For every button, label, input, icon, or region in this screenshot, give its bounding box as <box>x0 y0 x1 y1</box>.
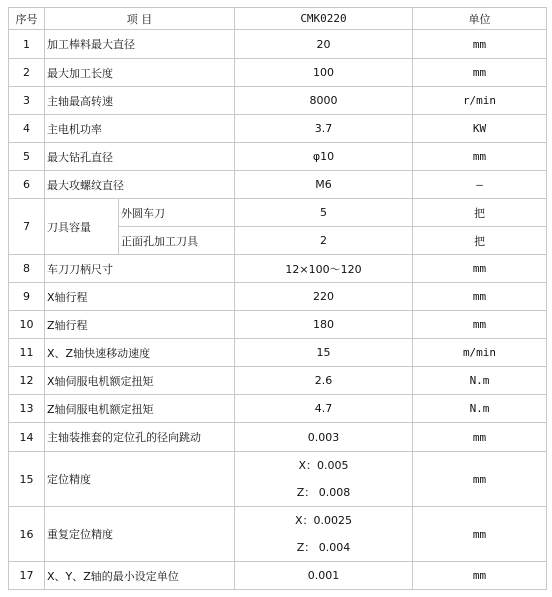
row-value-x: X：0.0025 <box>294 514 353 527</box>
row-unit: mm <box>413 452 547 507</box>
row-value: 3.7 <box>235 115 413 143</box>
row-value: 0.001 <box>235 562 413 590</box>
row-value-z: Z： 0.004 <box>296 541 351 554</box>
row-unit: N.m <box>413 395 547 423</box>
row-item: 最大加工长度 <box>45 59 235 87</box>
table-row <box>9 311 547 339</box>
row-no: 9 <box>9 283 45 311</box>
table-row <box>9 507 547 562</box>
table-row <box>9 143 547 171</box>
table-row <box>9 30 547 59</box>
row-unit: mm <box>413 283 547 311</box>
row-value: 100 <box>235 59 413 87</box>
row-no: 16 <box>9 507 45 562</box>
row-unit: KW <box>413 115 547 143</box>
table-row <box>9 115 547 143</box>
table-row <box>9 87 547 115</box>
row-item: X、Z轴快速移动速度 <box>45 339 235 367</box>
table-row <box>9 171 547 199</box>
header-no: 序号 <box>9 8 45 30</box>
row-no: 14 <box>9 423 45 452</box>
spec-table <box>8 7 547 590</box>
row-value: 12×100～120 <box>235 255 413 283</box>
row-value: 180 <box>235 311 413 339</box>
row-no: 15 <box>9 452 45 507</box>
row-unit: N.m <box>413 367 547 395</box>
row-value: M6 <box>235 171 413 199</box>
row-value: 220 <box>235 283 413 311</box>
row-item: Z轴伺服电机额定扭矩 <box>45 395 235 423</box>
row-unit: mm <box>413 311 547 339</box>
header-model: CMK0220 <box>235 8 413 30</box>
row-no: 3 <box>9 87 45 115</box>
row-item: 最大攻螺纹直径 <box>45 171 235 199</box>
row-no: 5 <box>9 143 45 171</box>
row-unit: mm <box>413 59 547 87</box>
row-value: 5 <box>235 199 413 227</box>
row-no: 10 <box>9 311 45 339</box>
row-unit: mm <box>413 562 547 590</box>
row-unit: mm <box>413 255 547 283</box>
table-row <box>9 339 547 367</box>
row-value-x: X：0.005 <box>298 459 349 472</box>
row-no: 2 <box>9 59 45 87</box>
table-row <box>9 59 547 87</box>
row-no: 12 <box>9 367 45 395</box>
row-item: 主电机功率 <box>45 115 235 143</box>
row-unit: r/min <box>413 87 547 115</box>
row-unit: m/min <box>413 339 547 367</box>
row-value: 4.7 <box>235 395 413 423</box>
row-value-pair <box>235 507 413 562</box>
row-value: 0.003 <box>235 423 413 452</box>
row-item: 重复定位精度 <box>45 507 235 562</box>
table-row <box>9 283 547 311</box>
row-value: 20 <box>235 30 413 59</box>
row-no: 13 <box>9 395 45 423</box>
row-unit: 把 <box>413 199 547 227</box>
row-no: 8 <box>9 255 45 283</box>
row-item: Z轴行程 <box>45 311 235 339</box>
row-item: X、Y、Z轴的最小设定单位 <box>45 562 235 590</box>
row-unit: mm <box>413 30 547 59</box>
row-item: 最大钻孔直径 <box>45 143 235 171</box>
row-item-group: 刀具容量 <box>45 199 119 255</box>
header-row <box>9 8 547 30</box>
row-subitem: 正面孔加工刀具 <box>119 227 235 255</box>
row-item: 定位精度 <box>45 452 235 507</box>
row-value-pair <box>235 452 413 507</box>
row-no: 17 <box>9 562 45 590</box>
row-value: φ10 <box>235 143 413 171</box>
row-no: 7 <box>9 199 45 255</box>
table-row <box>9 562 547 590</box>
row-subitem: 外圆车刀 <box>119 199 235 227</box>
row-value: 15 <box>235 339 413 367</box>
row-no: 1 <box>9 30 45 59</box>
row-value: 2 <box>235 227 413 255</box>
row-item: 加工棒料最大直径 <box>45 30 235 59</box>
row-unit: mm <box>413 143 547 171</box>
row-item: 主轴装推套的定位孔的径向跳动 <box>45 423 235 452</box>
row-no: 11 <box>9 339 45 367</box>
row-value: 8000 <box>235 87 413 115</box>
table-row <box>9 255 547 283</box>
table-row <box>9 452 547 507</box>
table-row <box>9 423 547 452</box>
row-no: 4 <box>9 115 45 143</box>
row-item: X轴伺服电机额定扭矩 <box>45 367 235 395</box>
table-row <box>9 367 547 395</box>
row-item: 主轴最高转速 <box>45 87 235 115</box>
header-item: 项 目 <box>45 8 235 30</box>
header-unit: 单位 <box>413 8 547 30</box>
row-value: 2.6 <box>235 367 413 395</box>
row-item: 车刀刀柄尺寸 <box>45 255 235 283</box>
row-unit: mm <box>413 423 547 452</box>
row-unit: 把 <box>413 227 547 255</box>
row-value-z: Z： 0.008 <box>296 486 351 499</box>
row-no: 6 <box>9 171 45 199</box>
row-unit: — <box>413 171 547 199</box>
row-unit: mm <box>413 507 547 562</box>
table-row <box>9 199 547 227</box>
table-row <box>9 395 547 423</box>
row-item: X轴行程 <box>45 283 235 311</box>
